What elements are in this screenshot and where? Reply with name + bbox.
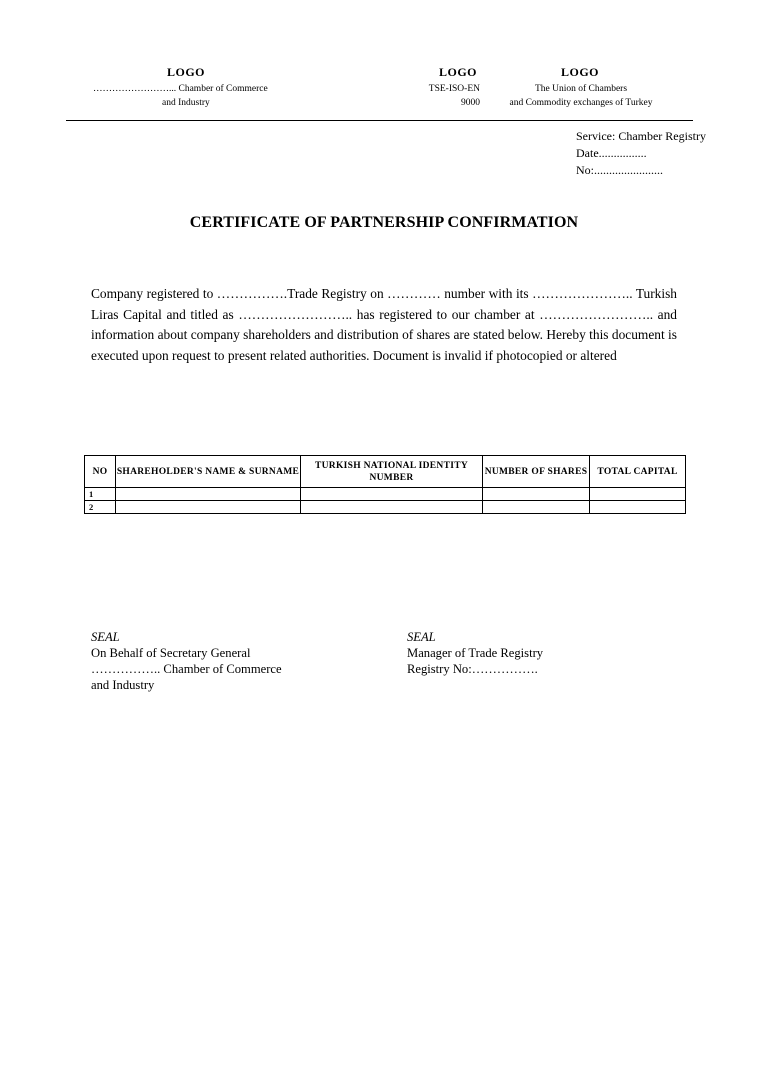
signature-left (91, 629, 351, 693)
table-header-row (85, 456, 686, 488)
left-logo: LOGO (166, 65, 205, 79)
seal-label-right: SEAL (407, 630, 436, 644)
no-line: No:....................... (576, 163, 663, 177)
cell-name (116, 488, 301, 501)
right-line1: The Union of Chambers (534, 84, 628, 94)
service-line: Service: Chamber Registry (576, 129, 706, 143)
table-row (85, 501, 686, 514)
signature-right-line2: Registry No:……………. (407, 662, 538, 676)
seal-label-left: SEAL (91, 630, 120, 644)
middle-logo: LOGO (438, 65, 477, 79)
date-line: Date................ (576, 146, 647, 160)
middle-line1: TSE-ISO-EN (428, 84, 480, 94)
cell-capital (590, 488, 686, 501)
header-identity: TURKISH NATIONAL IDENTITY NUMBER (301, 456, 483, 488)
left-org-line1: ……………………... Chamber of Commerce (93, 84, 268, 94)
right-line2: and Commodity exchanges of Turkey (509, 98, 653, 108)
right-logo: LOGO (560, 65, 599, 79)
header-name: SHAREHOLDER'S NAME & SURNAME (116, 456, 301, 488)
signature-left-line3: and Industry (91, 678, 155, 692)
cell-shares (483, 488, 590, 501)
service-block (576, 128, 756, 179)
header-rule (66, 120, 693, 121)
cell-shares (483, 501, 590, 514)
signature-right (407, 629, 667, 677)
signature-right-line1: Manager of Trade Registry (407, 646, 544, 660)
cell-name (116, 501, 301, 514)
cell-identity (301, 488, 483, 501)
left-org-line2: and Industry (162, 98, 210, 108)
shareholder-table (84, 455, 686, 514)
cell-no: 1 (85, 488, 116, 501)
document-title: CERTIFICATE OF PARTNERSHIP CONFIRMATION (189, 214, 579, 231)
cell-capital (590, 501, 686, 514)
cell-identity (301, 501, 483, 514)
header-no: NO (85, 456, 116, 488)
cell-no: 2 (85, 501, 116, 514)
signature-left-line2: …………….. Chamber of Commerce (91, 662, 282, 676)
header-shares: NUMBER OF SHARES (483, 456, 590, 488)
signature-left-line1: On Behalf of Secretary General (91, 646, 251, 660)
middle-line2: 9000 (461, 98, 480, 108)
body-paragraph: Company registered to …………….Trade Registry on ………… number with its ………………….. Turkish Liras Capital and titled as …………………….. has registered to our chamber at …………………….. and information about company shareholders and distribution of shares are stated below. Hereby this document is executed upon request to present related authorities. Document is invalid if photocopied or altered (91, 286, 677, 363)
table-row (85, 488, 686, 501)
header-capital: TOTAL CAPITAL (590, 456, 686, 488)
